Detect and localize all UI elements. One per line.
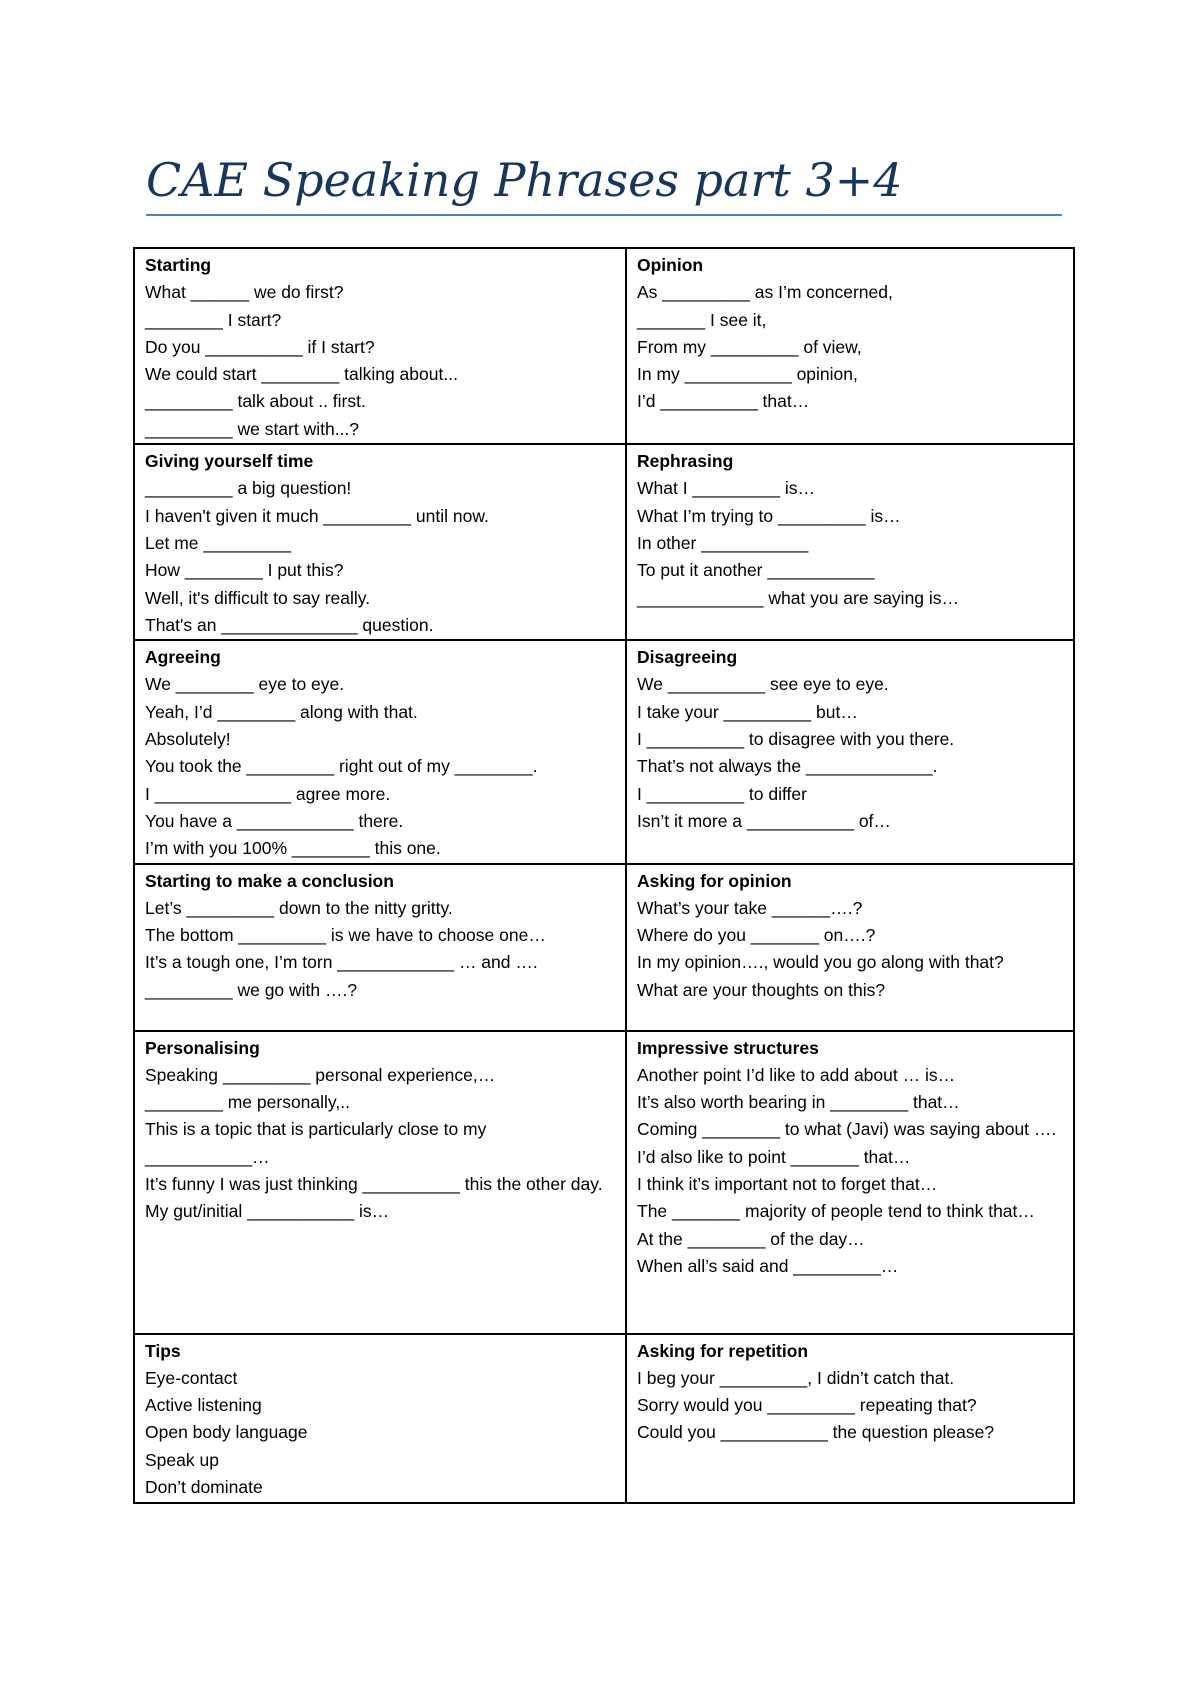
phrase-line: Speak up bbox=[145, 1449, 219, 1470]
phrase-section-right bbox=[626, 864, 1074, 1031]
phrase-line: To put it another ___________ bbox=[637, 560, 875, 581]
phrase-line: Speaking _________ personal experience,… bbox=[145, 1064, 496, 1085]
phrase-line: My gut/initial ___________ is… bbox=[145, 1201, 390, 1222]
section-heading: Impressive structures bbox=[637, 1037, 819, 1058]
phrase-line: It’s funny I was just thinking __________ this the other day. bbox=[145, 1174, 603, 1195]
phrase-line: That's an ______________ question. bbox=[145, 614, 434, 635]
phrase-line: Where do you _______ on….? bbox=[637, 925, 876, 946]
phrase-line: _________ we start with...? bbox=[145, 418, 360, 439]
phrase-line: What I’m trying to _________ is… bbox=[637, 505, 901, 526]
phrase-line: Well, it's difficult to say really. bbox=[145, 587, 371, 608]
phrase-line: You took the _________ right out of my ________. bbox=[145, 756, 538, 777]
phrase-line: Let’s _________ down to the nitty gritty. bbox=[145, 897, 453, 918]
phrase-line: Don’t dominate bbox=[145, 1477, 263, 1498]
phrase-line: _____________ what you are saying is… bbox=[637, 587, 960, 608]
phrase-line: The bottom _________ is we have to choose one… bbox=[145, 925, 546, 946]
phrase-line: This is a topic that is particularly close to my ___________… bbox=[145, 1119, 487, 1167]
phrase-line: We ________ eye to eye. bbox=[145, 674, 345, 695]
phrase-line: I __________ to differ bbox=[637, 783, 807, 804]
phrase-section-left bbox=[134, 248, 626, 444]
section-heading: Asking for repetition bbox=[637, 1340, 809, 1361]
phrase-line: I’d __________ that… bbox=[637, 391, 810, 412]
phrase-line: It’s also worth bearing in ________ that… bbox=[637, 1092, 960, 1113]
phrase-section-right bbox=[626, 1031, 1074, 1334]
page-title: CAE Speaking Phrases part 3+4 bbox=[146, 153, 903, 207]
phrase-line: When all’s said and _________… bbox=[637, 1255, 899, 1276]
section-heading: Agreeing bbox=[145, 647, 221, 668]
phrases-table bbox=[133, 247, 1075, 1504]
phrase-line: Coming ________ to what (Javi) was saying about …. I’d also like to point _______ that… bbox=[637, 1119, 1057, 1167]
phrase-section-right bbox=[626, 248, 1074, 444]
phrase-section-right bbox=[626, 640, 1074, 863]
phrase-line: In other ___________ bbox=[637, 532, 809, 553]
table-row bbox=[134, 1334, 1074, 1503]
section-heading: Asking for opinion bbox=[637, 870, 792, 891]
phrase-section-left bbox=[134, 864, 626, 1031]
phrase-line: In my ___________ opinion, bbox=[637, 364, 858, 385]
phrase-line: ________ me personally,.. bbox=[145, 1092, 350, 1113]
section-heading: Giving yourself time bbox=[145, 451, 314, 472]
table-row bbox=[134, 444, 1074, 640]
phrase-section-right bbox=[626, 1334, 1074, 1503]
phrase-line: Eye-contact bbox=[145, 1367, 238, 1388]
phrase-line: I haven't given it much _________ until now. bbox=[145, 505, 489, 526]
phrase-line: Active listening bbox=[145, 1395, 262, 1416]
phrase-line: _________ we go with ….? bbox=[145, 979, 358, 1000]
phrase-line: Do you __________ if I start? bbox=[145, 336, 375, 357]
phrase-line: From my _________ of view, bbox=[637, 336, 862, 357]
table-row bbox=[134, 640, 1074, 863]
phrase-line: How ________ I put this? bbox=[145, 560, 344, 581]
section-heading: Disagreeing bbox=[637, 647, 738, 668]
table-row bbox=[134, 248, 1074, 444]
section-heading: Opinion bbox=[637, 255, 704, 275]
table-row bbox=[134, 1031, 1074, 1334]
phrase-line: I __________ to disagree with you there. bbox=[637, 729, 955, 750]
phrase-section-left bbox=[134, 1031, 626, 1334]
phrase-line: You have a ____________ there. bbox=[145, 810, 404, 831]
phrase-line: In my opinion…., would you go along with that? bbox=[637, 952, 1004, 973]
section-heading: Personalising bbox=[145, 1037, 260, 1058]
phrase-line: We __________ see eye to eye. bbox=[637, 674, 889, 695]
phrase-line: ________ I start? bbox=[145, 309, 282, 330]
phrase-line: _________ talk about .. first. bbox=[145, 391, 366, 412]
phrase-line: What’s your take ______….? bbox=[637, 897, 863, 918]
phrase-line: Open body language bbox=[145, 1422, 308, 1443]
phrase-line: We could start ________ talking about... bbox=[145, 364, 458, 385]
phrase-line: Isn’t it more a ___________ of… bbox=[637, 810, 891, 831]
phrase-line: As _________ as I’m concerned, bbox=[637, 282, 893, 303]
phrase-section-left bbox=[134, 444, 626, 640]
phrase-line: I think it’s important not to forget that… bbox=[637, 1174, 938, 1195]
phrase-line: What ______ we do first? bbox=[145, 282, 344, 303]
phrase-line: What are your thoughts on this? bbox=[637, 979, 886, 1000]
phrase-line: Sorry would you _________ repeating that? bbox=[637, 1395, 977, 1416]
phrase-section-left bbox=[134, 1334, 626, 1503]
section-heading: Starting bbox=[145, 255, 212, 275]
section-heading: Starting to make a conclusion bbox=[145, 870, 394, 891]
phrase-line: Let me _________ bbox=[145, 532, 291, 553]
section-heading: Tips bbox=[145, 1340, 181, 1361]
title-underline bbox=[146, 214, 1062, 216]
phrase-line: _______ I see it, bbox=[637, 309, 767, 330]
phrase-section-left bbox=[134, 640, 626, 863]
phrase-line: That’s not always the _____________. bbox=[637, 756, 938, 777]
table-row bbox=[134, 864, 1074, 1031]
phrase-line: Yeah, I’d ________ along with that. bbox=[145, 701, 418, 722]
section-heading: Rephrasing bbox=[637, 451, 734, 472]
phrase-line: Absolutely! bbox=[145, 729, 231, 750]
phrase-line: I’m with you 100% ________ this one. bbox=[145, 838, 441, 859]
phrase-line: Another point I’d like to add about … is… bbox=[637, 1064, 956, 1085]
phrase-line: The _______ majority of people tend to think that… bbox=[637, 1201, 1035, 1222]
phrase-section-right bbox=[626, 444, 1074, 640]
phrase-line: I take your _________ but… bbox=[637, 701, 858, 722]
phrase-line: What I _________ is… bbox=[637, 478, 816, 499]
phrase-line: At the ________ of the day… bbox=[637, 1228, 865, 1249]
phrase-line: Could you ___________ the question please? bbox=[637, 1422, 995, 1443]
phrase-line: _________ a big question! bbox=[145, 478, 352, 499]
phrase-line: It’s a tough one, I’m torn ____________ … and …. bbox=[145, 952, 538, 973]
phrase-line: I ______________ agree more. bbox=[145, 783, 391, 804]
phrase-line: I beg your _________, I didn’t catch that. bbox=[637, 1367, 955, 1388]
